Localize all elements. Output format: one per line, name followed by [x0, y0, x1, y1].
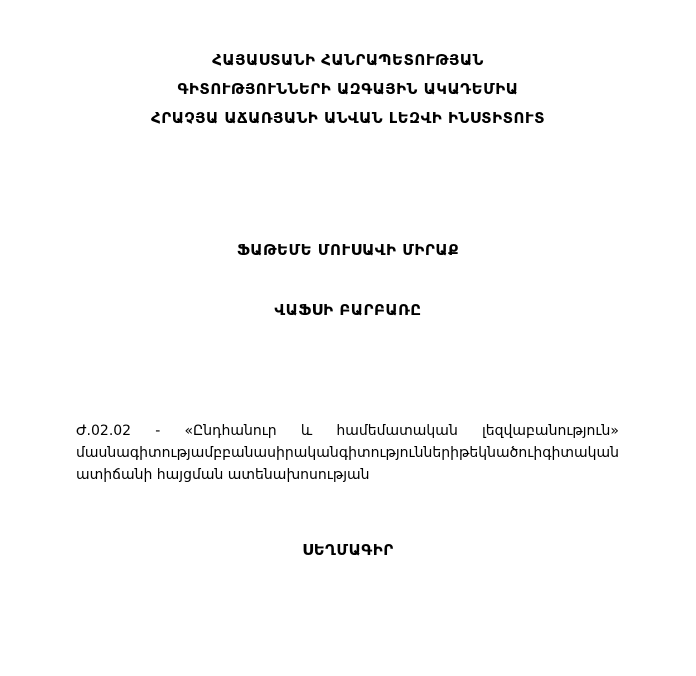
description-line-3	[76, 464, 619, 486]
description-word: համեմատական	[336, 423, 458, 439]
summary-label: ՍԵՂՄԱԳԻՐ	[302, 541, 394, 559]
description-word: «Ընդհանուր	[184, 423, 277, 439]
thesis-description	[76, 420, 619, 486]
institution-line-3: ՀՐԱՉՅԱ ԱՃԱՌՅԱՆԻ ԱՆՎԱՆ ԼԵԶՎԻ ԻՆՍՏԻՏՈՒՏ	[151, 109, 545, 127]
description-word: -	[155, 423, 161, 439]
description-word: Ժ.02.02	[76, 423, 132, 439]
institution-line-2: ԳԻՏՈՒԹՅՈՒՆՆԵՐԻ ԱԶԳԱՅԻՆ ԱԿԱԴԵՄԻԱ	[177, 80, 519, 98]
description-word: մասնագիտությամբ	[76, 445, 223, 461]
description-word: գիտությունների	[338, 445, 459, 461]
description-word: բանասիրական	[222, 445, 339, 461]
description-line-1	[76, 420, 619, 442]
institution-header	[0, 52, 696, 139]
description-line-2	[76, 442, 619, 464]
author-name: ՖԱԹԵՄԵ ՄՈՒՍԱՎԻ ՄԻՐԱՔ	[236, 241, 460, 259]
description-word: թեկնածուի	[459, 445, 543, 461]
description-word: և	[300, 423, 313, 439]
thesis-title: ՎԱՖՍԻ ԲԱՐԲԱՌԸ	[274, 301, 422, 319]
description-word: գիտական	[542, 445, 619, 461]
description-word: լեզվաբանություն»	[481, 423, 619, 439]
description-text: ատիճանի հայցման ատենախոսության	[76, 467, 370, 483]
institution-line-1: ՀԱՅԱՍՏԱՆԻ ՀԱՆՐԱՊԵՏՈՒԹՅԱՆ	[212, 51, 484, 69]
